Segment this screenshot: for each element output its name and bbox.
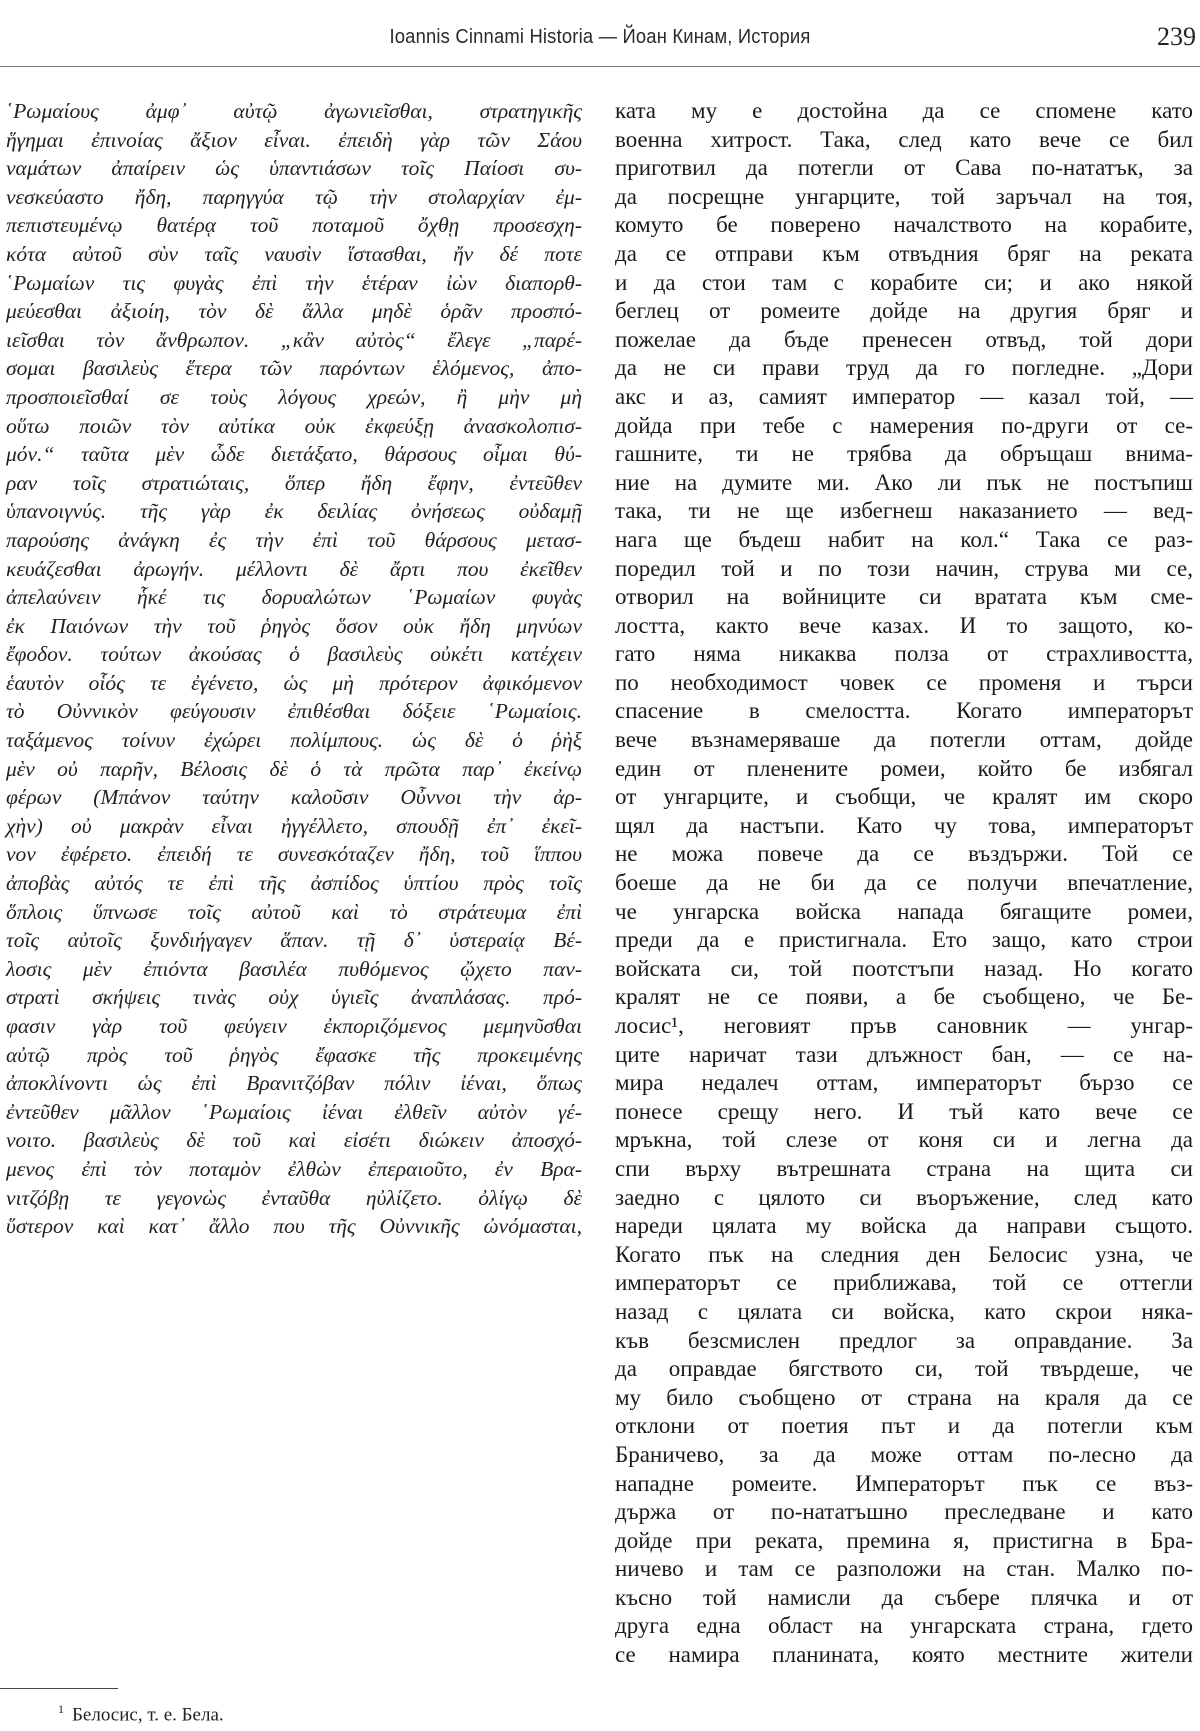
footnote-text: Белосис, т. е. Бела.: [72, 1704, 224, 1726]
bulgarian-text-line: вече възнамеряваше да потегли оттам, дойде: [615, 727, 1193, 753]
bulgarian-text-column: [615, 97, 1193, 1670]
bulgarian-text-line: дойда при тебе с намерения по-други от се-: [615, 412, 1193, 438]
greek-text-line: ἐντεῦθεν μᾶλλον ῾Ρωμαίοις ἰέναι ἐλθεῖν αὐτὸν γέ-: [6, 1099, 582, 1124]
bulgarian-text-line: спасение в смелостта. Когато императорът: [615, 698, 1193, 724]
bulgarian-text-line: ката му е достойна да се спомене като: [615, 98, 1193, 123]
greek-text-column: [6, 97, 582, 1241]
bulgarian-text-line: нареди цялата му войска да направи същото.: [615, 1213, 1193, 1239]
greek-text-line: ἀποβὰς αὐτός τε ἐπὶ τῆς ἀσπίδος ὑπτίου πρὸς τοῖς: [6, 871, 582, 896]
bulgarian-text-line: се намира планината, която местните жители: [615, 1642, 1193, 1668]
bulgarian-text-line: назад с цялата си войска, като скрои няка-: [615, 1298, 1193, 1324]
greek-text-line: νοιτο. βασιλεὺς δὲ τοῦ καὶ εἰσέτι διώκειν ἀποσχό-: [6, 1128, 582, 1153]
bulgarian-text-line: войската си, той поотстъпи назад. Но когато: [615, 955, 1193, 981]
bulgarian-text-line: и да стои там с корабите си; и ако някой: [615, 269, 1193, 295]
greek-text-line: ὅπλοις ὕπνωσε τοῖς αὐτοῦ καὶ τὸ στράτευμα ἐπὶ: [6, 899, 582, 924]
bulgarian-text-line: по необходимост човек се променя и търси: [615, 669, 1193, 695]
bulgarian-text-line: мръкна, той слезе от коня си и легна да: [615, 1127, 1193, 1153]
greek-text-line: νον ἐφέρετο. ἐπειδή τε συνεσκόταζεν ἤδη, τοῦ ἵππου: [6, 842, 582, 867]
bulgarian-text-line: беглец от ромеите дойде на другия бряг и: [615, 298, 1193, 324]
footnote-marker: 1: [58, 1702, 64, 1716]
bulgarian-text-line: щял да настъпи. Като чу това, императорът: [615, 812, 1193, 838]
bulgarian-text-line: да посрещне унгарците, той заръчал на тоя,: [615, 183, 1193, 209]
bulgarian-text-line: един от пленените ромеи, който бе избягал: [615, 755, 1193, 781]
bulgarian-text-line: кралят не се появи, а бе съобщено, че Бе-: [615, 984, 1193, 1010]
bulgarian-text-line: гашните, ти не трябва да обръщаш внима-: [615, 441, 1193, 467]
bulgarian-text-line: нага ще бъдеш набит на кол.“ Така се раз-: [615, 526, 1193, 552]
bulgarian-text-line: императорът се приближава, той се оттегли: [615, 1270, 1193, 1296]
greek-text-line: ταξάμενος τοίνυν ἐχώρει πολίμπους. ὡς δὲ ὁ ῥὴξ: [6, 728, 582, 753]
greek-text-line: τὸ Οὐννικὸν φεύγουσιν ἐπιθέσθαι δόξειε ῾Ρωμαίοις.: [6, 699, 582, 724]
greek-text-line: παρούσης ἀνάγκη ἐς τὴν ἐπὶ τοῦ θάρσους μετασ-: [6, 527, 582, 552]
bulgarian-text-line: отворил на войниците си вратата към сме-: [615, 584, 1193, 610]
bulgarian-text-line: ние на думите ми. Ако ли пък не постъпиш: [615, 469, 1193, 495]
greek-text-line: ἔφοδον. τούτων ἀκούσας ὁ βασιλεὺς οὐκέτι κατέχειν: [6, 642, 582, 667]
bulgarian-text-line: приготвил да потегли от Сава по-нататък, за: [615, 155, 1193, 181]
footnote: [58, 1702, 224, 1726]
greek-text-line: φέρων (Μπάνον ταύτην καλοῦσιν Οὖννοι τὴν ἀρ-: [6, 785, 582, 810]
greek-text-line: ἐκ Παιόνων τὴν τοῦ ῥηγὸς ὅσον οὐκ ἤδη μηνύων: [6, 613, 582, 638]
greek-text-line: πεπιστευμένῳ θατέρᾳ τοῦ ποταμοῦ ὄχθῃ προσεσχη-: [6, 213, 582, 238]
greek-text-line: στρατὶ σκήψεις τινὰς οὐχ ὑγιεῖς ἀναπλάσας. πρό-: [6, 985, 582, 1010]
bulgarian-text-line: Когато пък на следния ден Белосис узна, че: [615, 1241, 1193, 1267]
bulgarian-text-line: преди да е пристигнала. Ето защо, като строи: [615, 927, 1193, 953]
bulgarian-text-line: късно той намисли да събере плячка и от: [615, 1584, 1193, 1610]
greek-text-line: τοῖς αὐτοῖς ξυνδιήγαγεν ἅπαν. τῇ δ᾽ ὑστεραίᾳ Βέ-: [6, 928, 582, 953]
greek-text-line: ἀπελαύνειν ἧκέ τις δορυαλώτων ῾Ρωμαίων φυγὰς: [6, 585, 582, 610]
greek-text-line: ὑπανοιγνύς. τῆς γὰρ ἐκ δειλίας ὀνήσεως οὐδαμῇ: [6, 499, 582, 524]
bulgarian-text-line: заедно с цялото си въоръжение, след като: [615, 1184, 1193, 1210]
bulgarian-text-line: друга една област на унгарската страна, гдето: [615, 1613, 1193, 1639]
bulgarian-text-line: ничево и там се разположи на стан. Малко по-: [615, 1556, 1193, 1582]
bulgarian-text-line: боеше да не би да се получи впечатление,: [615, 870, 1193, 896]
greek-text-line: μεύεσθαι ἀξιοίη, τὸν δὲ ἄλλα μηδὲ ὁρᾶν προσπό-: [6, 299, 582, 324]
greek-text-line: οὕτω ποιῶν τὸν αὐτίκα οὐκ ἐκφεύξῃ ἀνασκολοπισ-: [6, 413, 582, 438]
greek-text-line: ἑαυτὸν οἷός τε ἐγένετο, ὡς μὴ πρότερον ἀφικόμενον: [6, 670, 582, 695]
bulgarian-text-line: комуто бе поверено началството на корабите,: [615, 212, 1193, 238]
greek-text-line: μὲν οὐ παρῆν, Βέλοσις δὲ ὁ τὰ πρῶτα παρ᾽ ἐκείνῳ: [6, 756, 582, 781]
bulgarian-text-line: от унгарците, и съобщи, че кралят им скоро: [615, 784, 1193, 810]
greek-text-line: προσποιεῖσθαί σε τοὺς λόγους χρεών, ἢ μὴν μὴ: [6, 384, 582, 409]
bulgarian-text-line: понесе срещу него. И тъй като вече се: [615, 1098, 1193, 1124]
bulgarian-text-line: му било съобщено от страна на краля да се: [615, 1384, 1193, 1410]
bulgarian-text-line: пожелае да бъде пренесен отвъд, той дори: [615, 326, 1193, 352]
greek-text-line: λοσις μὲν ἐπιόντα βασιλέα πυθόμενος ᾤχετο παν-: [6, 956, 582, 981]
greek-text-line: ἥγημαι ἐπινοίας ἄξιον εἶναι. ἐπειδὴ γὰρ τῶν Σάου: [6, 127, 582, 152]
greek-text-line: ναμάτων ἀπαίρειν ὡς ὑπαντιάσων τοῖς Παίοσι συ-: [6, 156, 582, 181]
greek-text-line: αὐτῷ πρὸς τοῦ ῥηγὸς ἔφασκε τῆς προκειμένης: [6, 1042, 582, 1067]
greek-text-line: ραν τοῖς στρατιώταις, ὅπερ ἤδη ἔφην, ἐντεῦθεν: [6, 470, 582, 495]
bulgarian-text-line: мира недалеч оттам, императорът бързо се: [615, 1070, 1193, 1096]
greek-text-line: νιτζόβῃ τε γεγονὼς ἐνταῦθα ηὐλίζετο. ὀλίγῳ δὲ: [6, 1185, 582, 1210]
greek-text-line: ιεῖσθαι τὸν ἄνθρωπον. „κἂν αὐτὸς“ ἔλεγε „παρέ-: [6, 327, 582, 352]
bulgarian-text-line: военна хитрост. Така, след като вече се бил: [615, 126, 1193, 152]
greek-text-line: ῾Ρωμαίων τις φυγὰς ἐπὶ τὴν ἑτέραν ἰὼν διαπορθ-: [6, 270, 582, 295]
bulgarian-text-line: къв безсмислен предлог за оправдание. За: [615, 1327, 1193, 1353]
greek-text-line: φασιν γὰρ τοῦ φεύγειν ἐκποριζόμενος μεμηνῦσθαι: [6, 1014, 582, 1038]
footnote-divider: [0, 1688, 118, 1689]
greek-text-line: σομαι βασιλεὺς ἕτερα τῶν παρόντων ἑλόμενος, ἀπο-: [6, 356, 582, 381]
greek-text-line: κευάζεσθαι ἀρωγήν. μέλλοντι δὲ ἄρτι που ἐκεῖθεν: [6, 556, 582, 581]
bulgarian-text-line: държа от по-нататъшно преследване и като: [615, 1499, 1193, 1525]
bulgarian-text-line: Браничево, за да може оттам по-лесно да: [615, 1441, 1193, 1467]
bulgarian-text-line: да не си прави труд да го погледне. „Дори: [615, 355, 1193, 381]
bulgarian-text-line: да се отправи към отвъдния бряг на реката: [615, 240, 1193, 266]
header-title: Ioannis Cinnami Historia — Йоан Кинам, История: [389, 26, 811, 48]
greek-text-line: μενος ἐπὶ τὸν ποταμὸν ἐλθὼν ἐπεραιοῦτο, ἐν Βρα-: [6, 1156, 582, 1181]
greek-text-line: μόν.“ ταῦτα μὲν ὧδε διετάξατο, θάρσους οἶμαι θύ-: [6, 442, 582, 467]
bulgarian-text-line: нападне ромеите. Императорът пък се въз-: [615, 1470, 1193, 1496]
greek-text-line: ἀποκλίνοντι ὡς ἐπὶ Βρανιτζόβαν πόλιν ἰέναι, ὅπως: [6, 1071, 582, 1096]
header-divider: [0, 66, 1200, 67]
bulgarian-text-line: че унгарска войска напада бягащите ромеи,: [615, 898, 1193, 924]
bulgarian-text-line: лосис¹, неговият пръв сановник — унгар-: [615, 1013, 1193, 1038]
bulgarian-text-line: гато няма никаква полза от страхливостта,: [615, 641, 1193, 667]
greek-text-line: χὴν) οὐ μακρὰν εἶναι ἠγγέλλετο, σπουδῇ ἐπ᾽ ἐκεῖ-: [6, 813, 582, 838]
greek-text-line: νεσκεύαστο ἤδη, παρηγγύα τῷ τὴν στολαρχίαν ἐμ-: [6, 184, 582, 209]
bulgarian-text-line: спи върху вътрешната страна на щита си: [615, 1155, 1193, 1181]
bulgarian-text-line: не можа повече да се въздържи. Той се: [615, 841, 1193, 867]
greek-text-line: κότα αὐτοῦ σὺν ταῖς ναυσὶν ἵστασθαι, ἤν δέ ποτε: [6, 241, 582, 266]
bulgarian-text-line: така, ти не ще избегнеш наказанието — вед-: [615, 498, 1193, 524]
bulgarian-text-line: да оправдае бягството си, той твърдеше, че: [615, 1356, 1193, 1382]
bulgarian-text-line: ците наричат тази длъжност бан, — се на-: [615, 1041, 1193, 1067]
bulgarian-text-line: отклони от поетия път и да потегли към: [615, 1413, 1193, 1439]
greek-text-line: ῾Ρωμαίους ἀμφ᾽ αὐτῷ ἀγωνιεῖσθαι, στρατηγικῆς: [6, 99, 582, 123]
bulgarian-text-line: поредил той и по този начин, струва ми се,: [615, 555, 1193, 581]
bulgarian-text-line: акс и аз, самият император — казал той, —: [615, 383, 1193, 409]
page-number: 239: [1157, 22, 1196, 51]
greek-text-line: ὕστερον καὶ κατ᾽ ἄλλο που τῆς Οὐννικῆς ὠνόμασται,: [6, 1214, 582, 1239]
bulgarian-text-line: лостта, както вече казах. И то защото, ко-: [615, 612, 1193, 638]
bulgarian-text-line: дойде при реката, премина я, пристигна в Бра-: [615, 1527, 1193, 1553]
